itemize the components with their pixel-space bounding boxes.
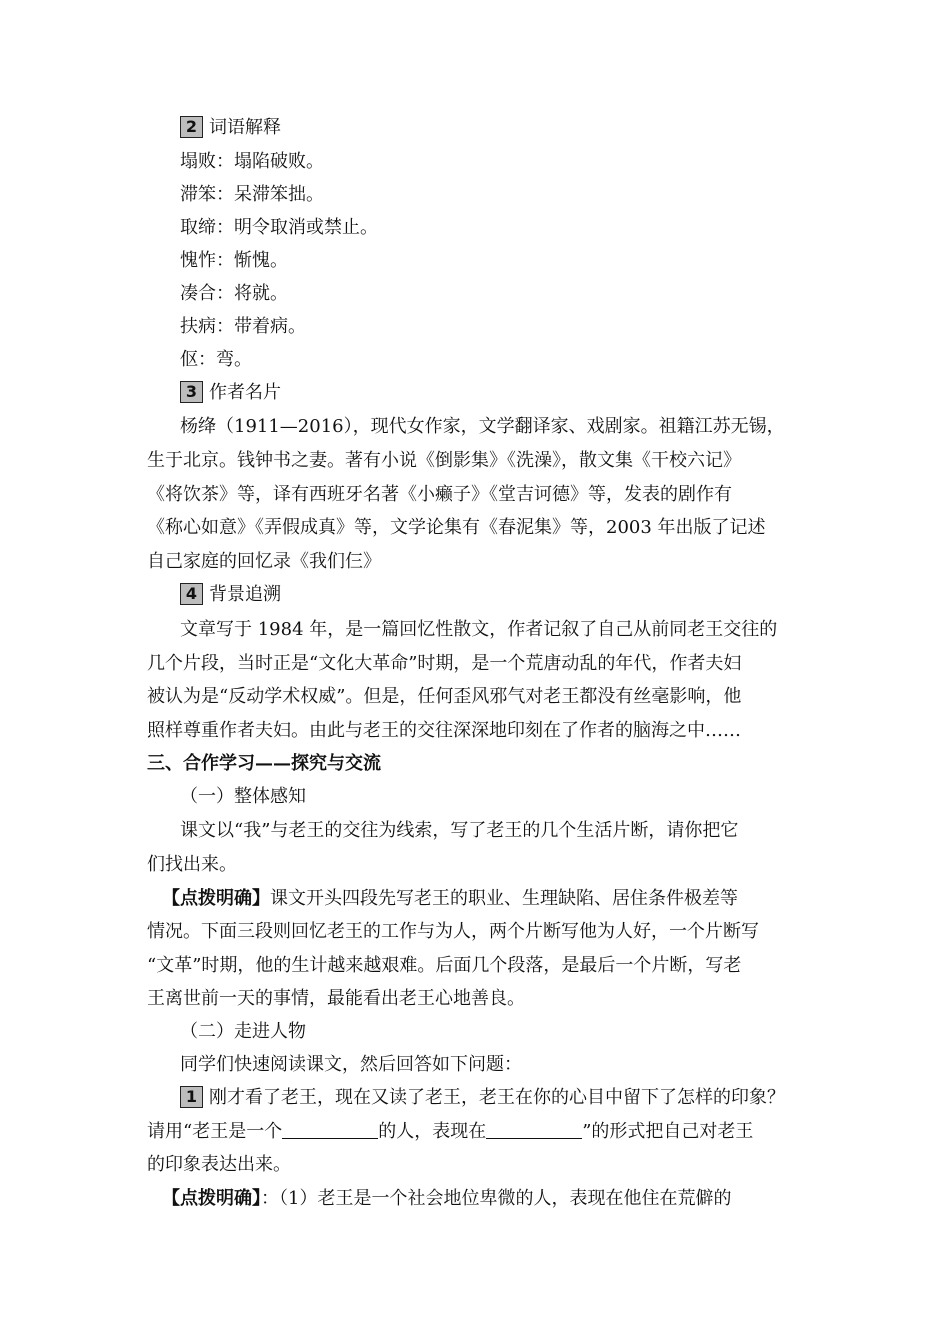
question-1-line xyxy=(180,1086,785,1110)
section-title: 词语解释 xyxy=(209,117,281,138)
author-text-line: 《称心如意》《弄假成真》等，文学论集有《春泥集》等，2003 年出版了记述 xyxy=(147,517,766,538)
section-number-badge: 3 xyxy=(180,381,203,403)
vocab-item: 扶病：带着病。 xyxy=(180,316,306,337)
section-number-badge: 2 xyxy=(180,116,203,138)
question-number-badge: 1 xyxy=(180,1086,203,1108)
instruction-line: 同学们快速阅读课文，然后回答如下问题： xyxy=(180,1054,522,1075)
hint-text: ：（1）老王是一个社会地位卑微的人，表现在他住在荒僻的 xyxy=(261,1188,732,1209)
part-3-heading: 三、合作学习——探究与交流 xyxy=(147,753,381,774)
author-text-line: 杨绛（1911—2016），现代女作家，文学翻译家、戏剧家。祖籍江苏无锡， xyxy=(180,416,785,437)
answer-blank xyxy=(486,1122,582,1139)
question-text-line: 课文以“我”与老王的交往为线索，写了老王的几个生活片断，请你把它 xyxy=(180,820,739,841)
hint-text-line: “文革”时期，他的生计越来越艰难。后面几个段落，是最后一个片断，写老 xyxy=(147,955,742,976)
vocab-item: 滞笨：呆滞笨拙。 xyxy=(180,184,324,205)
question-text-line: 的印象表达出来。 xyxy=(147,1154,291,1175)
question-text-line: 们找出来。 xyxy=(147,854,237,875)
section-2-heading xyxy=(180,116,281,140)
background-text-line: 照样尊重作者夫妇。由此与老王的交往深深地印刻在了作者的脑海之中…… xyxy=(147,720,741,741)
author-text-line: 自己家庭的回忆录《我们仨》 xyxy=(147,551,381,572)
author-text-line: 生于北京。钱钟书之妻。著有小说《倒影集》《洗澡》，散文集《干校六记》 xyxy=(147,450,741,471)
vocab-item: 伛：弯。 xyxy=(180,349,252,370)
hint-text-line: 王离世前一天的事情，最能看出老王心地善良。 xyxy=(147,988,525,1009)
question-text: 请用“老王是一个 xyxy=(147,1121,283,1142)
section-number-badge: 4 xyxy=(180,583,203,605)
vocab-item: 取缔：明令取消或禁止。 xyxy=(180,217,378,238)
question-text: 刚才看了老王，现在又读了老王，老王在你的心目中留下了怎样的印象？ xyxy=(209,1087,785,1108)
hint-text: 课文开头四段先写老王的职业、生理缺陷、居住条件极差等 xyxy=(270,888,738,909)
section-title: 作者名片 xyxy=(209,382,281,403)
question-1-fill-line xyxy=(147,1120,753,1144)
section-3-heading xyxy=(180,381,281,405)
vocab-item: 愧怍：惭愧。 xyxy=(180,250,288,271)
background-text-line: 文章写于 1984 年，是一篇回忆性散文，作者记叙了自己从前同老王交往的 xyxy=(180,619,778,640)
question-text: 的人，表现在 xyxy=(378,1121,487,1142)
hint-paragraph-first-line xyxy=(162,1187,731,1211)
hint-text-line: 情况。下面三段则回忆老王的工作与为人，两个片断写他为人好，一个片断写 xyxy=(147,921,759,942)
hint-paragraph-first-line xyxy=(162,887,738,911)
background-text-line: 被认为是“反动学术权威”。但是，任何歪风邪气对老王都没有丝毫影响，他 xyxy=(147,686,742,707)
question-text: ”的形式把自己对老王 xyxy=(582,1121,754,1142)
hint-label: 【点拨明确】 xyxy=(162,888,270,909)
background-text-line: 几个片段，当时正是“文化大革命”时期，是一个荒唐动乱的年代，作者夫妇 xyxy=(147,653,742,674)
subsection-heading: （一）整体感知 xyxy=(180,786,306,807)
section-4-heading xyxy=(180,583,281,607)
vocab-item: 塌败：塌陷破败。 xyxy=(180,151,324,172)
subsection-heading: （二）走进人物 xyxy=(180,1021,306,1042)
hint-label: 【点拨明确】 xyxy=(162,1188,261,1209)
section-title: 背景追溯 xyxy=(209,584,281,605)
author-text-line: 《将饮茶》等，译有西班牙名著《小癞子》《堂吉诃德》等，发表的剧作有 xyxy=(147,484,732,505)
vocab-item: 凑合：将就。 xyxy=(180,283,288,304)
answer-blank xyxy=(282,1122,378,1139)
